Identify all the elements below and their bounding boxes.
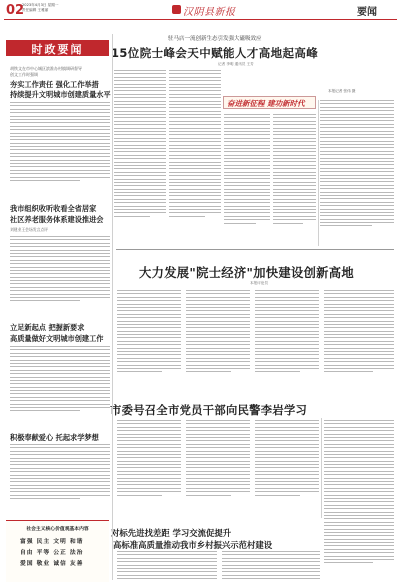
photo-caption-text: 本报记者 张伟 摄 xyxy=(328,89,356,93)
top-story-byline: 记者 李明 通讯员 王芳 xyxy=(218,62,254,66)
core-values-row: 自由 平等 公正 法治 xyxy=(20,550,84,556)
middle-story-body-col-3 xyxy=(255,290,319,394)
logo-text: 汉阴县新报 xyxy=(183,7,236,18)
column-divider xyxy=(321,418,322,518)
bottom-story-body-col-2 xyxy=(222,551,320,583)
middle-story-body-col-4 xyxy=(324,290,394,394)
left-story-4-headline[interactable]: 积极奉献爱心 托起求学梦想 xyxy=(10,433,99,442)
left-story-1-body xyxy=(10,102,110,198)
masthead-logo xyxy=(172,3,236,17)
core-values-row: 爱国 敬业 诚信 友善 xyxy=(20,561,84,567)
left-story-3-headline[interactable]: 立足新起点 把握新要求 xyxy=(10,323,85,332)
column-divider xyxy=(112,34,113,580)
lower-story-body-col-2 xyxy=(186,420,250,520)
lower-story-body-col-3 xyxy=(255,420,319,520)
lower-story-body-col-1 xyxy=(117,420,181,520)
bottom-story-headline-2[interactable]: 高标准高质量推动我市乡村振兴示范村建设 xyxy=(113,540,273,550)
feature-banner-image xyxy=(223,96,316,109)
middle-story-byline: 本报评论员 xyxy=(250,281,268,285)
left-story-1-headline-2[interactable]: 持续提升文明城市创建质量水平 xyxy=(10,90,111,99)
left-story-4-body xyxy=(10,444,110,516)
top-story-body-col-1 xyxy=(114,70,166,246)
core-values-title: 社会主义核心价值观基本内容 xyxy=(26,527,89,532)
lower-story-headline[interactable]: 市委号召全市党员干部向民警李岩学习 xyxy=(110,404,308,417)
bottom-story-headline[interactable]: 对标先进找差距 学习交流促提升 xyxy=(111,528,232,538)
left-story-2-body xyxy=(10,236,110,318)
issue-meta xyxy=(22,3,58,13)
issue-date: 2023年4月3日 星期一 xyxy=(22,3,59,7)
bottom-story-body-col-1 xyxy=(117,551,217,583)
column-banner-title: 时政要闻 xyxy=(31,43,84,56)
column-divider xyxy=(318,100,319,246)
middle-story-body-col-1 xyxy=(117,290,181,394)
left-story-1-kicker-2: 创文工作时强调 xyxy=(10,72,38,77)
core-values-box xyxy=(6,520,109,582)
section-label: 要闻 xyxy=(357,7,377,18)
logo-seal-icon xyxy=(172,5,181,14)
middle-story-headline[interactable]: 大力发展"院士经济"加快建设创新高地 xyxy=(139,266,354,280)
left-story-2-headline[interactable]: 我市组织收听收看全省居家 xyxy=(10,204,97,213)
top-story-body-col-4 xyxy=(273,114,316,246)
left-story-3-body xyxy=(10,346,110,428)
issue-editor: 责任编辑 王雅丽 xyxy=(22,8,49,12)
feature-banner-text: 奋进新征程 建功新时代 xyxy=(227,99,305,108)
top-story-body-col-5 xyxy=(320,100,394,246)
column-banner xyxy=(6,40,109,56)
left-story-2-headline-2[interactable]: 社区养老服务体系建设推进会 xyxy=(10,215,104,224)
left-story-1-kicker: 胡铁文在市中心城区滨淮办村镇调研督导 xyxy=(10,66,82,71)
top-story-body-col-3 xyxy=(224,114,270,246)
top-story-body-col-2 xyxy=(169,70,221,246)
photo-caption xyxy=(320,88,394,96)
core-values-row: 富强 民主 文明 和谐 xyxy=(20,539,84,545)
section-divider xyxy=(116,249,394,250)
top-story-headline[interactable]: 15位院士峰会天中赋能人才高地起高峰 xyxy=(111,46,319,60)
left-story-1-headline[interactable]: 夯实工作责任 强化工作举措 xyxy=(10,80,99,89)
top-story-kicker: 驻马店一流创新生态引发强大磁吸效应 xyxy=(168,36,262,42)
lower-story-body-col-4 xyxy=(324,420,394,580)
left-story-3-headline-2[interactable]: 高质量做好文明城市创建工作 xyxy=(10,334,104,343)
middle-story-body-col-2 xyxy=(186,290,250,394)
page-number: 02 xyxy=(6,3,25,18)
header-divider xyxy=(4,19,397,20)
left-story-2-subhead: 刘建业王会场发言点评 xyxy=(10,227,48,232)
